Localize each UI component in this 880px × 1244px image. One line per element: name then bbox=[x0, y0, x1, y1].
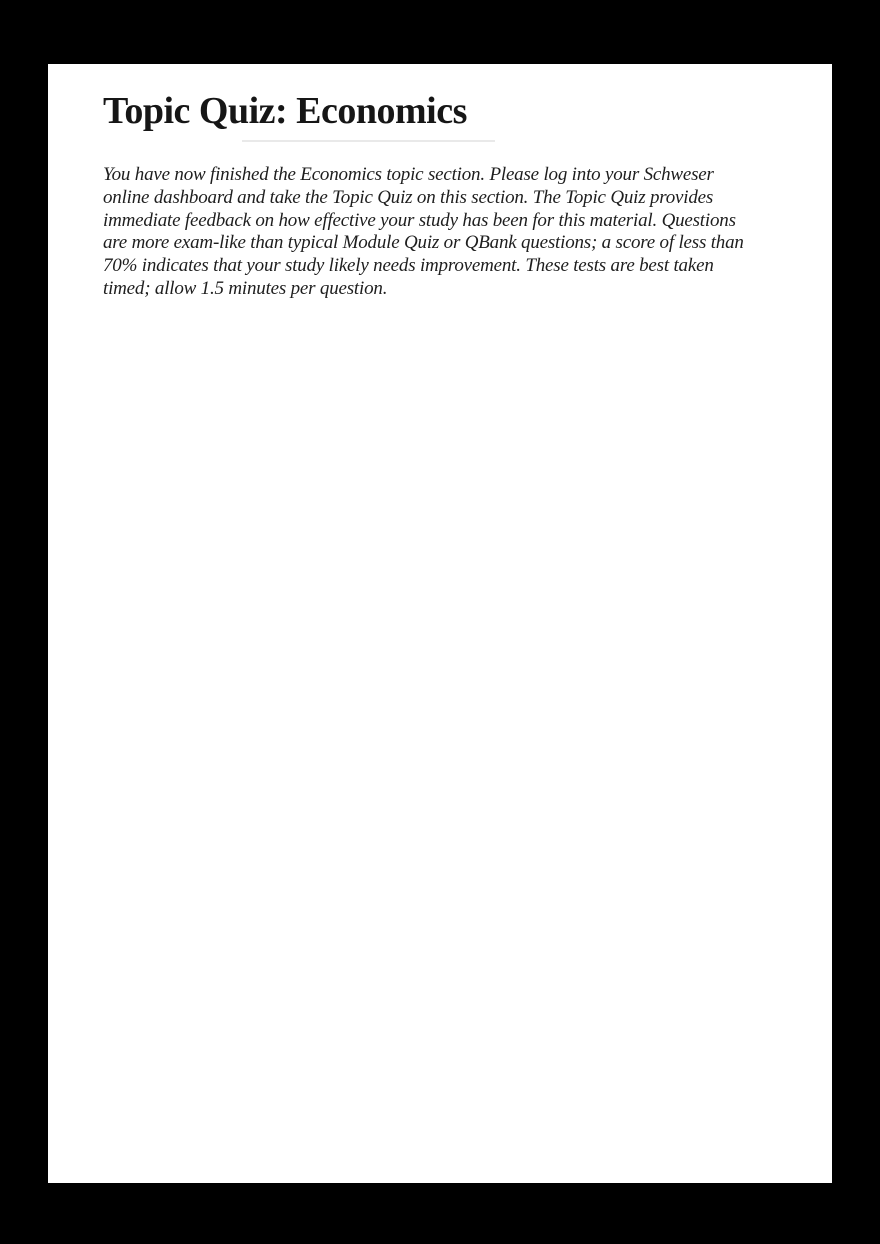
paragraph-line: immediate feedback on how effective your study has been for this material. Questions bbox=[103, 209, 736, 231]
paragraph-line: 70% indicates that your study likely needs improvement. These tests are best taken bbox=[103, 255, 714, 276]
paragraph-line: timed; allow 1.5 minutes per question. bbox=[103, 277, 388, 299]
intro-paragraph bbox=[103, 164, 793, 301]
document-page bbox=[48, 64, 832, 1183]
title-underline-rule bbox=[242, 140, 495, 142]
page-title: Topic Quiz: Economics bbox=[103, 90, 467, 132]
paragraph-line: are more exam-like than typical Module Quiz or QBank questions; a score of less than bbox=[103, 232, 744, 254]
paragraph-line: You have now finished the Economics topic section. Please log into your Schweser bbox=[103, 164, 714, 185]
paragraph-line: online dashboard and take the Topic Quiz on this section. The Topic Quiz provides bbox=[103, 186, 714, 208]
